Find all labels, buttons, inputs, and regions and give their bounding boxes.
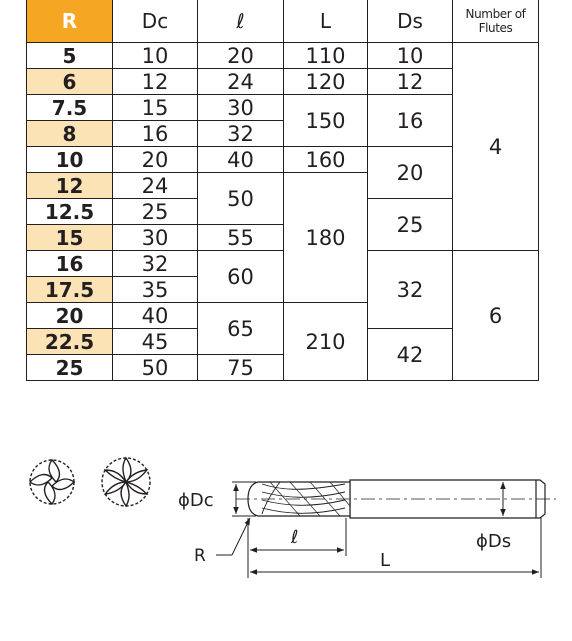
spec-table (26, 0, 539, 381)
cell-ds: 16 (368, 95, 453, 147)
header-dc: Dc (113, 0, 198, 43)
cell-r: 20 (27, 303, 113, 329)
cell-r: 25 (27, 355, 113, 381)
cell-r: 17.5 (27, 277, 113, 303)
cell-r: 15 (27, 225, 113, 251)
cell-dc: 20 (113, 147, 198, 173)
cell-dc: 10 (113, 43, 198, 69)
cell-overall-length: 110 (284, 43, 368, 69)
cell-flutes: 6 (453, 251, 539, 381)
cell-r: 5 (27, 43, 113, 69)
cell-dc: 50 (113, 355, 198, 381)
overall-length-label: L (380, 550, 391, 571)
table-row (27, 251, 539, 277)
cell-overall-length: 180 (284, 173, 368, 303)
four-flute-end-view-icon (30, 460, 74, 504)
cell-ds: 10 (368, 43, 453, 69)
header-number-of-flutes: Number of Flutes (453, 0, 539, 43)
cell-dc: 30 (113, 225, 198, 251)
cell-ds: 32 (368, 251, 453, 329)
table-header-row (27, 0, 539, 43)
cell-r: 10 (27, 147, 113, 173)
cell-overall-length: 120 (284, 69, 368, 95)
header-overall-length: L (284, 0, 368, 43)
cell-dc: 32 (113, 251, 198, 277)
cell-flute-length: 50 (198, 173, 284, 225)
cell-flute-length: 40 (198, 147, 284, 173)
cell-flute-length: 65 (198, 303, 284, 355)
cell-dc: 24 (113, 173, 198, 199)
cell-r: 6 (27, 69, 113, 95)
cell-r: 8 (27, 121, 113, 147)
cell-flutes: 4 (453, 43, 539, 251)
cell-dc: 45 (113, 329, 198, 355)
cell-flute-length: 55 (198, 225, 284, 251)
cell-r: 12 (27, 173, 113, 199)
header-r: R (27, 0, 113, 43)
cell-r: 7.5 (27, 95, 113, 121)
cell-flute-length: 60 (198, 251, 284, 303)
cell-dc: 12 (113, 69, 198, 95)
cell-flute-length: 75 (198, 355, 284, 381)
cell-ds: 12 (368, 69, 453, 95)
end-mill-diagram (0, 400, 572, 640)
cell-overall-length: 210 (284, 303, 368, 381)
cell-dc: 25 (113, 199, 198, 225)
six-flute-end-view-icon (102, 458, 150, 506)
cell-flute-length: 32 (198, 121, 284, 147)
dc-label: ϕDc (178, 490, 214, 511)
r-label: R (194, 546, 206, 566)
cell-ds: 20 (368, 147, 453, 199)
table-row (27, 43, 539, 69)
cell-r: 16 (27, 251, 113, 277)
cell-ds: 25 (368, 199, 453, 251)
header-ds: Ds (368, 0, 453, 43)
cell-flute-length: 24 (198, 69, 284, 95)
header-flute-length: ℓ (198, 0, 284, 43)
cell-dc: 15 (113, 95, 198, 121)
r-leader (216, 518, 250, 555)
cell-flute-length: 20 (198, 43, 284, 69)
cell-r: 12.5 (27, 199, 113, 225)
cell-r: 22.5 (27, 329, 113, 355)
cell-dc: 35 (113, 277, 198, 303)
cell-overall-length: 150 (284, 95, 368, 147)
ds-label: ϕDs (476, 531, 512, 552)
cell-dc: 40 (113, 303, 198, 329)
cell-ds: 42 (368, 329, 453, 381)
cell-overall-length: 160 (284, 147, 368, 173)
flute-length-label: ℓ (291, 527, 299, 548)
cell-flute-length: 30 (198, 95, 284, 121)
cell-dc: 16 (113, 121, 198, 147)
